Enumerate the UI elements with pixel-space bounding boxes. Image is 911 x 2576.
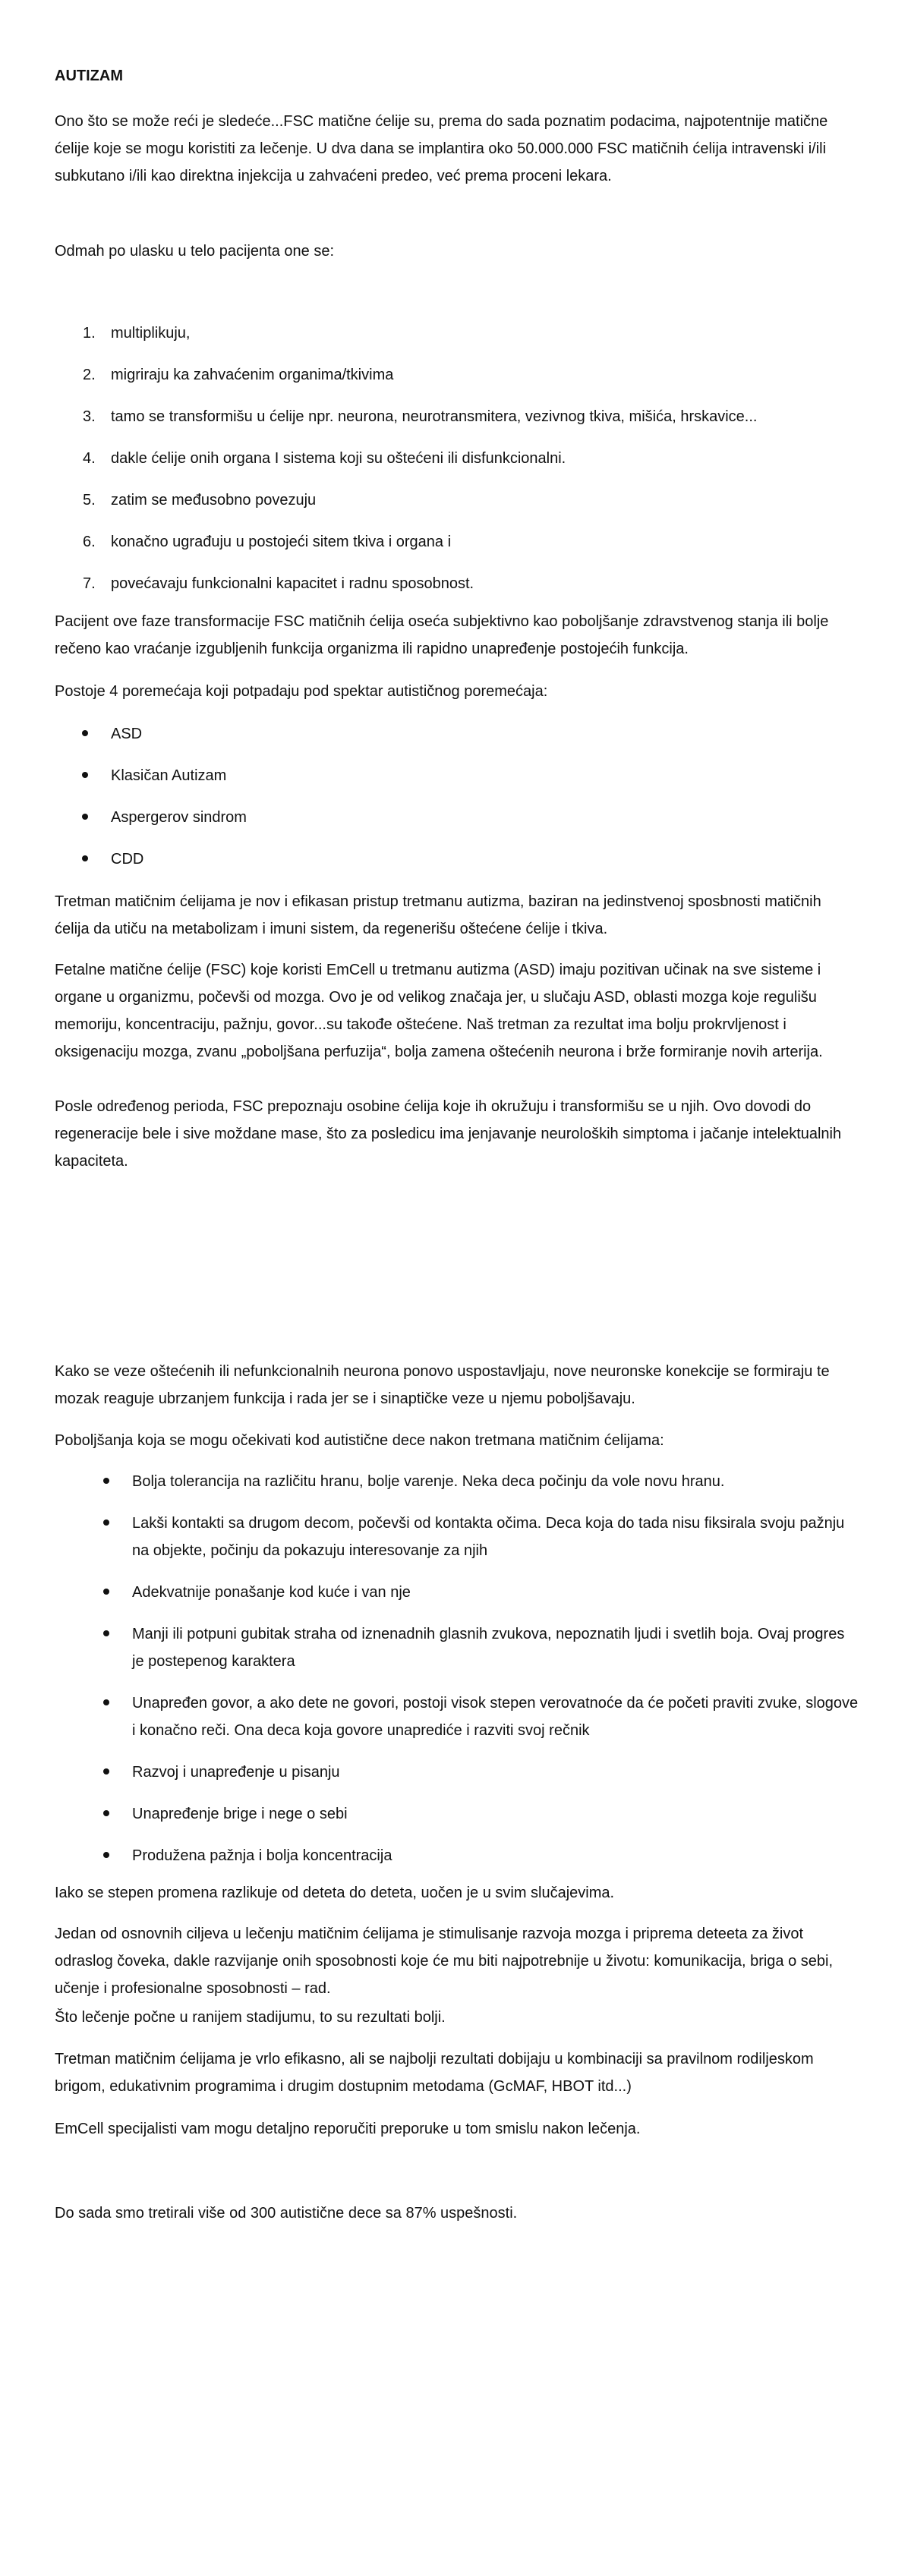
list-item-text: konačno ugrađuju u postojeći sitem tkiva i organa i: [111, 534, 452, 550]
list-item-text: CDD: [111, 851, 144, 868]
bullet-icon: [103, 1842, 109, 1869]
improvements-heading: Poboljšanja koja se mogu očekivati kod autistične dece nakon tretmana matičnim ćelijama:: [55, 1432, 664, 1449]
list-number: 5.: [83, 492, 96, 509]
bullet-icon: [82, 720, 88, 748]
list-number: 7.: [83, 575, 96, 592]
list-item-text: dakle ćelije onih organa I sistema koji su oštećeni ili disfunkcionalni.: [111, 450, 566, 467]
list-item-text: Razvoj i unapređenje u pisanju: [132, 1764, 340, 1781]
list-number: 2.: [83, 367, 96, 383]
list-item-text: Unapređenje brige i nege o sebi: [132, 1806, 348, 1822]
steps-list-item: [55, 528, 859, 556]
list-item-text: Bolja tolerancija na različitu hranu, bolje varenje. Neka deca počinju da vole novu hranu.: [132, 1473, 725, 1490]
improvements-list-item: [55, 1510, 859, 1564]
bullet-icon: [82, 762, 88, 789]
bullet-icon: [82, 846, 88, 873]
improvements-list: [55, 1468, 859, 1884]
list-number: 3.: [83, 408, 96, 425]
after-period-paragraph: Posle određenog perioda, FSC prepoznaju osobine ćelija koje ih okružuju i transformišu se u njih. Ovo dovodi do regeneracije bele i sive moždane mase, što za posledicu ima jenjavanje neuroloških simptoma i jačanje intelektualnih kapaciteta.: [55, 1098, 842, 1170]
disorders-heading: Postoje 4 poremećaja koji potpadaju pod spektar autističnog poremećaja:: [55, 683, 548, 700]
patient-paragraph: Pacijent ove faze transformacije FSC matičnih ćelija oseća subjektivno kao poboljšanje zdravstvenog stanja ili bolje rečeno kao vraćanje izgubljenih funkcija organizma ili rapidno unapređenje postojećih funkcija.: [55, 613, 829, 657]
combination-paragraph: Tretman matičnim ćelijama je vrlo efikasno, ali se najbolji rezultati dobijaju u kombinaciji sa pravilnom rodiljeskom brigom, edukativnim programima i drugim dostupnim metodama (GcMAF, HBOT itd...): [55, 2051, 814, 2095]
bullet-icon: [103, 1510, 109, 1537]
list-number: 4.: [83, 450, 96, 467]
list-item-text: Manji ili potpuni gubitak straha od iznenadnih glasnih zvukova, nepoznatih ljudi i svetlih boja. Ovaj progres je postepenog karaktera: [132, 1626, 845, 1670]
bullet-icon: [103, 1690, 109, 1717]
steps-list-item: [55, 487, 859, 514]
goal-paragraph: Jedan od osnovnih ciljeva u lečenju matičnim ćelijama je stimulisanje razvoja mozga i priprema deteeta za život odraslog čoveka, dakle razvijanje onih sposobnosti koje će mu biti najpotrebnije u životu: komunikacija, briga o sebi, učenje i profesionalne sposobnosti – rad.: [55, 1926, 834, 1997]
improvements-list-item: [55, 1579, 859, 1606]
list-item-text: multiplikuju,: [111, 325, 191, 342]
list-item-text: ASD: [111, 726, 143, 742]
bullet-icon: [82, 804, 88, 831]
list-item-text: migriraju ka zahvaćenim organima/tkivima: [111, 367, 394, 383]
list-number: 6.: [83, 534, 96, 550]
improvements-list-item: [55, 1800, 859, 1828]
fetal-paragraph: Fetalne matične ćelije (FSC) koje koristi EmCell u tretmanu autizma (ASD) imaju pozitivan učinak na sve sisteme i organe u organizmu, počevši od mozga. Ovo je od velikog značaja jer, u slučaju ASD, oblasti mozga koje regulišu memoriju, koncentraciju, pažnju, govor...su takođe oštećene. Naš tretman za rezultat ima bolju prokrvljenost i oksigenaciju mozga, zvanu „poboljšana perfuzija“, bolja zamena oštećenih neurona i brže formiranje novih arterija.: [55, 962, 823, 1060]
connections-paragraph: Kako se veze oštećenih ili nefunkcionalnih neurona ponovo uspostavljaju, nove neuronske konekcije se formiraju te mozak reaguje ubrzanjem funkcija i rada jer se i sinaptičke veze u njemu poboljšavaju.: [55, 1363, 830, 1407]
bullet-icon: [103, 1800, 109, 1828]
disorders-list-item: [55, 846, 859, 873]
improvements-list-item: [55, 1690, 859, 1744]
bullet-icon: [103, 1620, 109, 1648]
bullet-icon: [103, 1759, 109, 1786]
improvements-list-item: [55, 1468, 859, 1495]
list-item-text: Lakši kontakti sa drugom decom, počevši od kontakta očima. Deca koja do tada nisu fiksirala svoju pažnju na objekte, počinju da pokazuju interesovanje za njih: [132, 1515, 845, 1559]
steps-list-item: [55, 403, 859, 430]
list-number: 1.: [83, 325, 96, 342]
list-item-text: tamo se transformišu u ćelije npr. neurona, neurotransmitera, vezivnog tkiva, mišića, hrskavice...: [111, 408, 758, 425]
improvements-list-item: [55, 1842, 859, 1869]
list-item-text: Produžena pažnja i bolja koncentracija: [132, 1847, 392, 1864]
early-treatment-paragraph: Što lečenje počne u ranijem stadijumu, to su rezultati bolji.: [55, 2009, 446, 2026]
disorders-list-item: [55, 762, 859, 789]
disorders-list-item: [55, 804, 859, 831]
results-paragraph: Do sada smo tretirali više od 300 autistične dece sa 87% uspešnosti.: [55, 2205, 518, 2222]
steps-list-item: [55, 570, 859, 597]
treatment-paragraph: Tretman matičnim ćelijama je nov i efikasan pristup tretmanu autizma, baziran na jedinstvenoj sposbnosti matičnih ćelija da utiču na metabolizam i imuni sistem, da regenerišu oštećene ćelije i tkiva.: [55, 893, 821, 937]
list-item-text: povećavaju funkcionalni kapacitet i radnu sposobnost.: [111, 575, 474, 592]
disorders-list-item: [55, 720, 859, 748]
list-item-text: Aspergerov sindrom: [111, 809, 247, 826]
variation-paragraph: Iako se stepen promena razlikuje od deteta do deteta, uočen je u svim slučajevima.: [55, 1885, 615, 1901]
list-item-text: zatim se međusobno povezuju: [111, 492, 317, 509]
improvements-list-item: [55, 1759, 859, 1786]
improvements-list-item: [55, 1620, 859, 1675]
document-title: AUTIZAM: [55, 68, 123, 84]
specialists-paragraph: EmCell specijalisti vam mogu detaljno reporučiti preporuke u tom smislu nakon lečenja.: [55, 2121, 641, 2137]
bullet-icon: [103, 1579, 109, 1606]
intro-paragraph: Ono što se može reći je sledeće...FSC matične ćelije su, prema do sada poznatim podacima, najpotentnije matične ćelije koje se mogu koristiti za lečenje. U dva dana se implantira oko 50.000.000 FSC matičnih ćelija intravenski i/ili subkutano i/ili kao direktna injekcija u zahvaćeni predeo, već prema proceni lekara.: [55, 113, 828, 184]
steps-list: [55, 320, 859, 612]
list-item-text: Adekvatnije ponašanje kod kuće i van nje: [132, 1584, 411, 1601]
list-item-text: Klasičan Autizam: [111, 767, 227, 784]
disorders-list: [55, 720, 859, 887]
list-item-text: Unapređen govor, a ako dete ne govori, postoji visok stepen verovatnoće da će početi praviti zvuke, slogove i konačno reči. Ona deca koja govore unaprediće i razviti svoj rečnik: [132, 1695, 859, 1739]
steps-list-item: [55, 445, 859, 472]
bullet-icon: [103, 1468, 109, 1495]
steps-list-item: [55, 320, 859, 347]
steps-heading: Odmah po ulasku u telo pacijenta one se:: [55, 243, 335, 260]
steps-list-item: [55, 361, 859, 389]
